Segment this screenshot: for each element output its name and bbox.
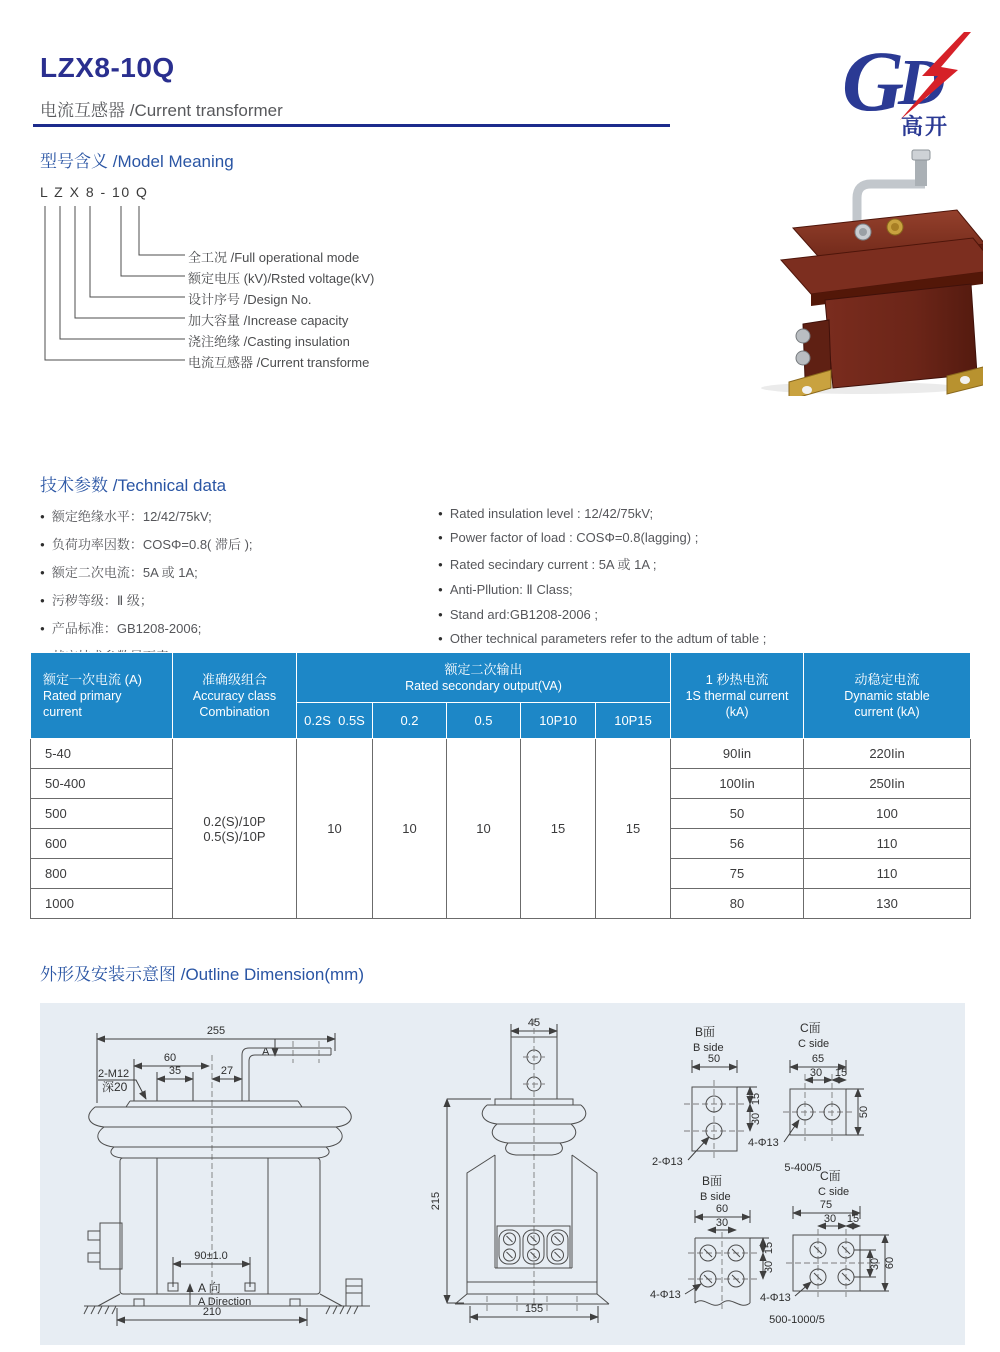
thermal-cell: 75 <box>671 859 804 889</box>
dynamic-cell: 110 <box>804 829 971 859</box>
dim-label: 30 <box>869 1257 881 1271</box>
logo-letter-d: D <box>898 46 946 119</box>
dim-label: 60 <box>715 1203 729 1215</box>
bullet-icon: ● <box>438 509 443 518</box>
accuracy-class-cell: 0.2(S)/10P 0.5(S)/10P <box>173 739 297 919</box>
bullet-item: ● 产品标准：GB1208-2006; <box>40 621 202 636</box>
bullet-icon: ● <box>438 634 443 643</box>
col-header-thermal-current: 1 秒热电流 1S thermal current (kA) <box>671 653 804 739</box>
model-label-transformer: 电流互感器 /Current transforme <box>188 355 370 370</box>
bullet-item: ● Power factor of load : COSΦ=0.8(lagging) ; <box>438 530 699 545</box>
a-direction-cn: A 向 <box>198 1281 221 1295</box>
section-title-technical-data: 技术参数 /Technical data <box>40 476 227 495</box>
dim-label: 30 <box>809 1067 823 1079</box>
a-direction-en: A Direction <box>198 1296 252 1308</box>
plate-label-en: B side <box>693 1042 724 1054</box>
dim-label: 30 <box>750 1112 762 1126</box>
output-cell: 10 <box>373 739 447 919</box>
thermal-cell: 90Iin <box>671 739 804 769</box>
hole-callout: 4-Φ13 <box>760 1292 791 1304</box>
subcol-header-05: 0.5 <box>447 703 521 739</box>
dim-label: 60 <box>884 1256 896 1270</box>
subcol-header-02: 0.2 <box>373 703 447 739</box>
logo-letter-g: G <box>842 33 905 129</box>
primary-current-cell: 600 <box>31 829 173 859</box>
dim-label: 15 <box>763 1241 775 1255</box>
model-label-capacity: 加大容量 /Increase capacity <box>188 313 349 328</box>
model-label-design-no: 设计序号 /Design No. <box>188 292 312 307</box>
plate-label-cn: C面 <box>820 1169 841 1183</box>
bullet-item: ● Stand ard:GB1208-2006 ; <box>438 607 599 622</box>
thermal-cell: 100Iin <box>671 769 804 799</box>
bullet-icon: ● <box>40 596 45 605</box>
header-divider <box>33 124 670 127</box>
thermal-cell: 56 <box>671 829 804 859</box>
primary-current-cell: 50-400 <box>31 769 173 799</box>
bullet-item: ● Anti-Pllution: Ⅱ Class; <box>438 582 573 597</box>
model-label-voltage: 额定电压 (kV)/Rsted voltage(kV) <box>188 271 375 286</box>
bullet-item: ● 污秽等级：Ⅱ 级； <box>40 593 153 608</box>
primary-current-cell: 800 <box>31 859 173 889</box>
subcol-header-02s-05s: 0.2S 0.5S <box>297 703 373 739</box>
logo-text: 高开 <box>901 114 950 139</box>
technical-bullets-cn <box>40 506 435 674</box>
plate-label-en: C side <box>798 1038 830 1050</box>
bullet-icon: ● <box>40 540 45 549</box>
dim-label: 50 <box>858 1105 870 1119</box>
col-header-accuracy-class: 准确级组合 Accuracy class Combination <box>173 653 297 739</box>
thread-depth-label: 深20 <box>102 1080 128 1094</box>
dim-label: 35 <box>168 1065 182 1077</box>
model-label-full-mode: 全工况 /Full operational mode <box>188 250 360 265</box>
bullet-icon: ● <box>40 624 45 633</box>
bullet-icon: ● <box>438 585 443 594</box>
col-header-dynamic-current: 动稳定电流 Dynamic stable current (kA) <box>804 653 971 739</box>
bullet-item: ● Rated insulation level : 12/42/75kV; <box>438 506 654 521</box>
dim-label: 15 <box>750 1092 762 1106</box>
primary-current-cell: 1000 <box>31 889 173 919</box>
dim-label: 65 <box>811 1053 825 1065</box>
bullet-item: ● Rated secindary current : 5A 或 1A ; <box>438 557 657 572</box>
plate-caption: 500-1000/5 <box>769 1314 825 1326</box>
subcol-header-10p10: 10P10 <box>521 703 596 739</box>
hole-callout: 4-Φ13 <box>748 1137 779 1149</box>
dim-label: 215 <box>430 1191 442 1211</box>
bullet-icon: ● <box>40 512 45 521</box>
brand-logo <box>842 30 987 140</box>
section-title-outline-dimension: 外形及安装示意图 /Outline Dimension(mm) <box>40 965 364 984</box>
output-cell: 10 <box>297 739 373 919</box>
output-cell: 15 <box>521 739 596 919</box>
dim-label: 90±1.0 <box>194 1250 228 1262</box>
plate-label-cn: B面 <box>702 1174 723 1188</box>
output-cell: 10 <box>447 739 521 919</box>
dim-label: 210 <box>202 1306 222 1318</box>
dynamic-cell: 110 <box>804 859 971 889</box>
spec-table <box>30 652 971 919</box>
dim-label: 30 <box>715 1217 729 1229</box>
dim-label: 255 <box>206 1025 226 1037</box>
dynamic-cell: 130 <box>804 889 971 919</box>
dim-label: 75 <box>819 1199 833 1211</box>
dim-label: 45 <box>527 1017 541 1029</box>
page-title: LZX8-10Q <box>40 52 175 83</box>
thermal-cell: 50 <box>671 799 804 829</box>
plate-caption: 5-400/5 <box>784 1162 822 1174</box>
table-row <box>31 739 971 769</box>
bullet-item: ● Other technical parameters refer to the adtum of table ; <box>438 631 767 646</box>
page-subtitle: 电流互感器 /Current transformer <box>40 101 283 120</box>
dim-label: 30 <box>763 1260 775 1274</box>
dim-label: 15 <box>834 1067 848 1079</box>
mounting-plates <box>650 1021 896 1326</box>
plate-label-en: C side <box>818 1186 850 1198</box>
primary-current-cell: 500 <box>31 799 173 829</box>
outline-drawing <box>40 1003 965 1345</box>
bullet-icon: ● <box>438 533 443 542</box>
dynamic-cell: 250Iin <box>804 769 971 799</box>
dim-label: 155 <box>524 1303 544 1315</box>
thermal-cell: 80 <box>671 889 804 919</box>
primary-current-cell: 5-40 <box>31 739 173 769</box>
bullet-item: ● 额定绝缘水平：12/42/75kV; <box>40 509 212 524</box>
model-label-insulation: 浇注绝缘 /Casting insulation <box>188 334 350 349</box>
plate-label-cn: C面 <box>800 1021 821 1035</box>
outline-drawing-panel <box>40 1003 965 1345</box>
bullet-icon: ● <box>438 560 443 569</box>
hole-callout: 2-Φ13 <box>652 1156 683 1168</box>
technical-bullets-en <box>438 506 978 655</box>
bullet-item: ● 负荷功率因数：COSΦ=0.8( 滞后 ); <box>40 537 253 552</box>
front-view <box>84 1025 370 1326</box>
side-view <box>430 1017 609 1323</box>
col-header-primary-current: 额定一次电流 (A) Rated primary current <box>31 653 173 739</box>
section-title-model-meaning: 型号含义 /Model Meaning <box>40 152 234 171</box>
dim-label: 60 <box>163 1052 177 1064</box>
col-header-secondary-output: 额定二次输出 Rated secondary output(VA) <box>297 653 671 703</box>
dynamic-cell: 100 <box>804 799 971 829</box>
thread-label: 2-M12 <box>98 1068 130 1080</box>
model-code: L Z X 8 - 10 Q <box>40 184 149 200</box>
dim-label: 30 <box>823 1213 837 1225</box>
output-cell: 15 <box>596 739 671 919</box>
dim-label: 27 <box>220 1065 234 1077</box>
bullet-item: ● 额定二次电流：5A 或 1A; <box>40 565 198 580</box>
section-mark-a: A <box>262 1046 270 1058</box>
bullet-icon: ● <box>438 610 443 619</box>
plate-label-cn: B面 <box>695 1025 716 1039</box>
bullet-icon: ● <box>40 568 45 577</box>
dim-label: 15 <box>846 1213 860 1225</box>
dim-label: 50 <box>707 1053 721 1065</box>
hole-callout: 4-Φ13 <box>650 1289 681 1301</box>
subcol-header-10p15: 10P15 <box>596 703 671 739</box>
dynamic-cell: 220Iin <box>804 739 971 769</box>
plate-label-en: B side <box>700 1191 731 1203</box>
product-photo <box>733 148 983 396</box>
